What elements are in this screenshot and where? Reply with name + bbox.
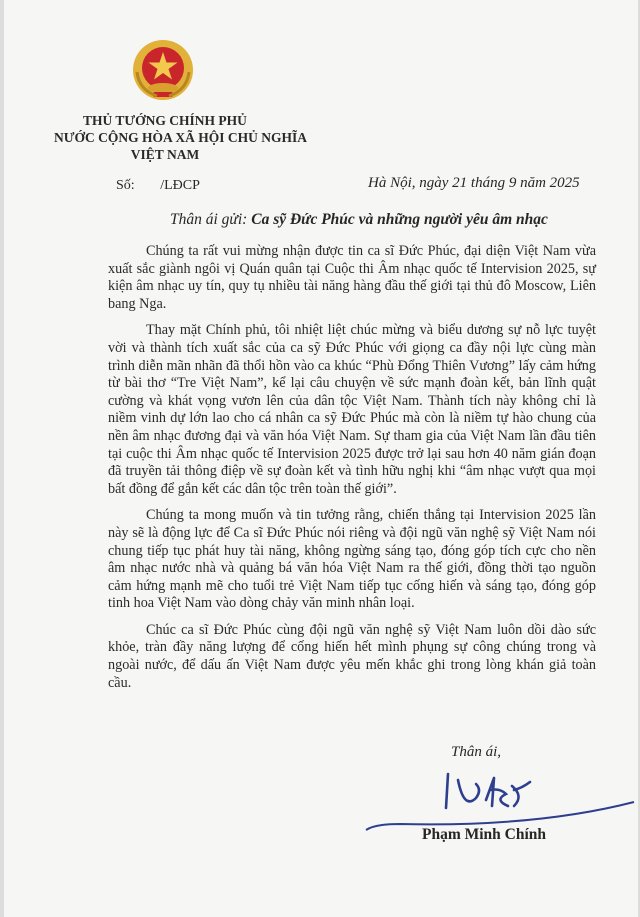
closing: Thân ái,: [451, 744, 502, 760]
national-emblem-icon: [131, 38, 195, 102]
reference-number: [116, 178, 200, 194]
issuing-authority: [54, 112, 308, 163]
salutation-recipient: Ca sỹ Đức Phúc và những người yêu âm nhạc: [251, 211, 548, 228]
body-paragraph-2: Thay mặt Chính phủ, tôi nhiệt liệt chúc mừng và biểu dương sự nỗ lực tuyệt vời và thành tích xuất sắc của ca sỹ Đức Phúc với giọng ca đầy nội lực cùng màn trình diễn mãn nhãn đã thổi hồn vào ca khúc “Phù Đổng Thiên Vương” lấy cảm hứng từ bài thơ “Tre Việt Nam”, kể lại câu chuyện về sức mạnh đoàn kết, bản lĩnh quật cường và khát vọng vươn lên của dân tộc Việt Nam. Thành tích này không chỉ là niềm vinh dự lớn lao cho cá nhân ca sỹ Đức Phúc mà còn là niềm tự hào chung của nền âm nhạc đương đại và văn hóa Việt Nam. Sự tham gia của Việt Nam lần đầu tiên tại cuộc thi Âm nhạc quốc tế Intervision 2025 được trở lại sau hơn 40 năm gián đoạn đã truyền tải thông điệp về sự đoàn kết và tình hữu nghị khi “âm nhạc vượt qua mọi bất đồng để gắn kết các dân tộc trên toàn thế giới”.: [108, 322, 596, 497]
body-paragraph-4: Chúc ca sĩ Đức Phúc cùng đội ngũ văn nghệ sỹ Việt Nam luôn dồi dào sức khỏe, tràn đầy năng lượng để cống hiến hết mình phụng sự công chúng trong và ngoài nước, để dấu ấn Việt Nam được yêu mến khắc ghi trong lòng khán giả toàn cầu.: [108, 621, 596, 691]
letter-body: [108, 243, 596, 701]
salutation-prefix: Thân ái gửi:: [170, 211, 248, 228]
salutation: [170, 211, 548, 229]
letter-page: [4, 0, 638, 917]
signature: [434, 760, 544, 815]
org-line-1: THỦ TƯỚNG CHÍNH PHỦ: [83, 113, 247, 128]
signer-name: Phạm Minh Chính: [422, 826, 547, 843]
ref-value: /LĐCP: [160, 178, 200, 193]
org-line-3: VIỆT NAM: [130, 147, 200, 162]
body-paragraph-3: Chúng ta mong muốn và tin tưởng rằng, chiến thắng tại Intervision 2025 lần này sẽ là động lực để Ca sĩ Đức Phúc nói riêng và đội ngũ văn nghệ sỹ Việt Nam nói chung tiếp tục phát huy tài năng, không ngừng sáng tạo, đóng góp tích cực cho nền âm nhạc nước nhà và quảng bá văn hóa Việt Nam ra thế giới, đồng thời tạo nguồn cảm hứng mạnh mẽ cho tuổi trẻ Việt Nam tiếp tục cống hiến và sáng tạo, đóng góp tinh hoa Việt Nam vào dòng chảy văn minh nhân loại.: [108, 507, 596, 612]
place-and-date: Hà Nội, ngày 21 tháng 9 năm 2025: [368, 175, 580, 191]
org-line-2: NƯỚC CỘNG HÒA XÃ HỘI CHỦ NGHĨA: [54, 130, 308, 145]
body-paragraph-1: Chúng ta rất vui mừng nhận được tin ca sĩ Đức Phúc, đại diện Việt Nam vừa xuất sắc giành ngôi vị Quán quân tại Cuộc thi Âm nhạc quốc tế Intervision 2025, sự kiện âm nhạc uy tín, quy tụ nhiều tài năng hàng đầu thế giới tại thủ đô Moscow, Liên bang Nga.: [108, 243, 596, 312]
ref-label: Số:: [116, 178, 135, 193]
